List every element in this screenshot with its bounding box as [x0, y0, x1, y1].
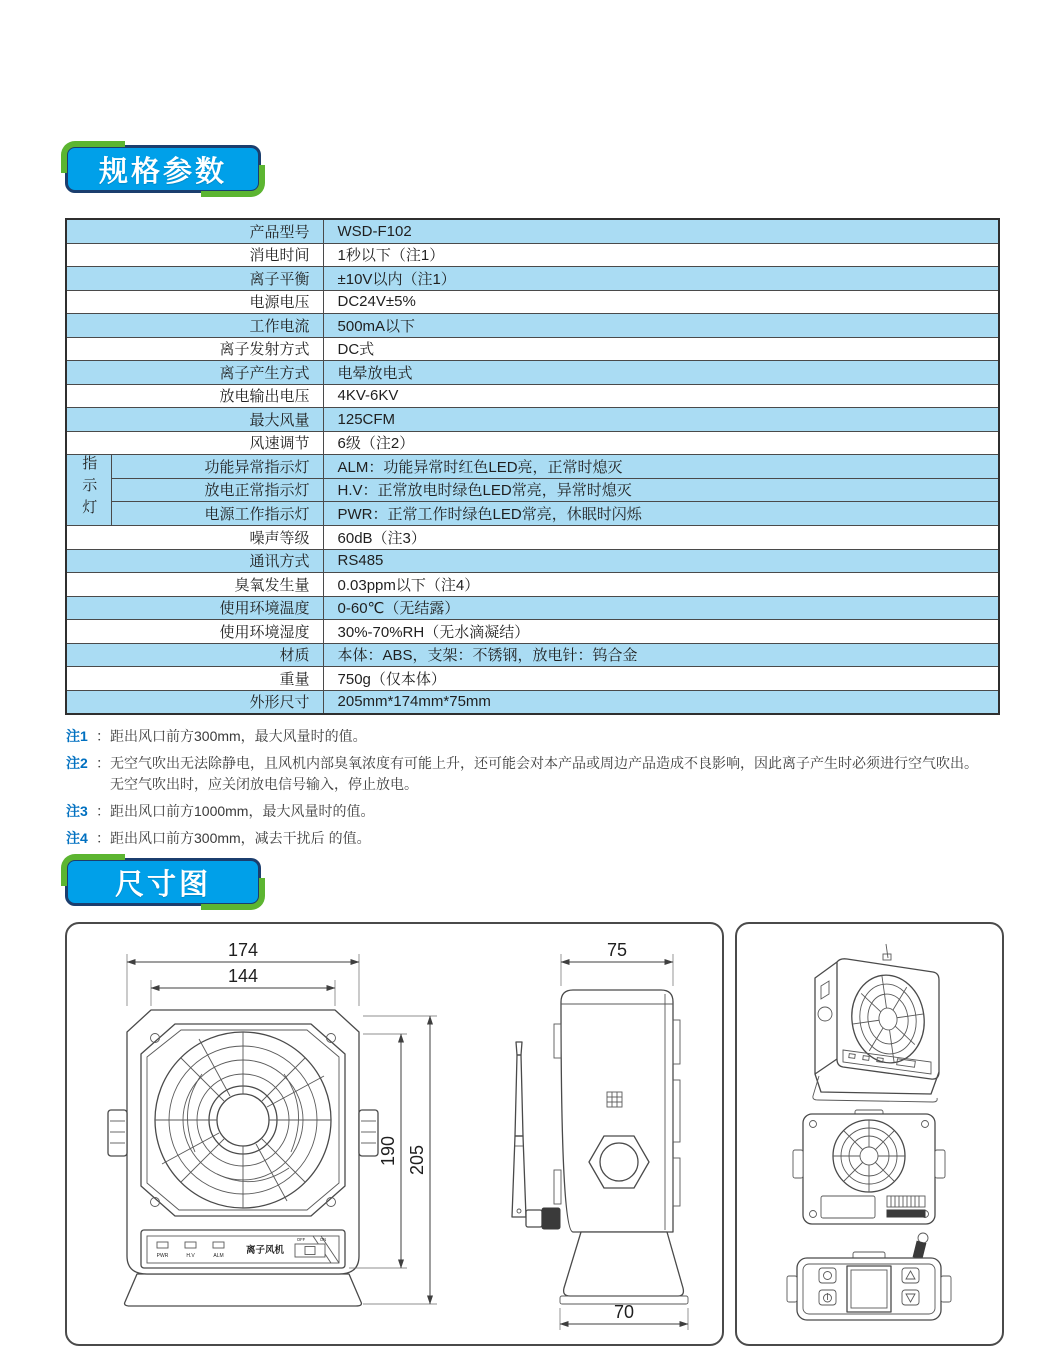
- spec-table-body: [66, 219, 999, 714]
- specs-section-badge: [65, 145, 261, 193]
- spec-value-cell: 750g（仅本体）: [323, 667, 999, 691]
- spec-value-cell: PWR：正常工作时绿色LED常亮，休眠时闪烁: [323, 502, 999, 526]
- table-row: [66, 620, 999, 644]
- spec-value-cell: 500mA以下: [323, 314, 999, 338]
- note-item: [66, 726, 1006, 746]
- spec-label-cell: 电源电压: [66, 290, 323, 314]
- spec-value-cell: 0.03ppm以下（注4）: [323, 573, 999, 597]
- table-row: [66, 573, 999, 597]
- dim-front-height-inner: 190: [378, 1135, 398, 1167]
- table-row: [66, 267, 999, 291]
- spec-value-cell: ALM：功能异常时红色LED亮，正常时熄灭: [323, 455, 999, 479]
- top-view-drawing: [787, 1233, 951, 1320]
- spec-label-cell: 通讯方式: [66, 549, 323, 573]
- dims-section-title: 尺寸图: [114, 868, 211, 901]
- power-switch: [295, 1244, 325, 1257]
- spec-value-cell: 205mm*174mm*75mm: [323, 690, 999, 714]
- dim-side-base: 70: [613, 1302, 635, 1322]
- spec-label-cell: 最大风量: [66, 408, 323, 432]
- dim-side-depth: 75: [606, 940, 628, 960]
- spec-value-cell: 4KV-6KV: [323, 384, 999, 408]
- spec-label-cell: 臭氧发生量: [66, 573, 323, 597]
- table-row: [66, 314, 999, 338]
- orthographic-views-drawing: [67, 924, 722, 1344]
- antenna: [512, 1042, 560, 1229]
- panel-switch-label-on: ON: [319, 1237, 327, 1242]
- table-row: [66, 290, 999, 314]
- spec-notes: [66, 726, 1006, 855]
- spec-label-cell: 离子发射方式: [66, 337, 323, 361]
- table-row: [66, 431, 999, 455]
- note-text: ：距出风口前方300mm，减去干扰后 的值。: [96, 830, 371, 847]
- table-row: [66, 408, 999, 432]
- spec-label-cell: 使用环境温度: [66, 596, 323, 620]
- table-row: [66, 690, 999, 714]
- table-row: [66, 502, 999, 526]
- isometric-view-drawing: [813, 944, 939, 1102]
- spec-label-cell: 噪声等级: [66, 526, 323, 550]
- spec-value-cell: DC式: [323, 337, 999, 361]
- table-row: [66, 596, 999, 620]
- note-item: [66, 801, 1006, 821]
- table-row: [66, 384, 999, 408]
- rear-view-drawing: [793, 1110, 945, 1224]
- spec-label-cell: 工作电流: [66, 314, 323, 338]
- panel-switch-label-off: OFF: [296, 1237, 306, 1242]
- note-tag: 注2: [66, 755, 88, 772]
- spec-label-cell: 离子产生方式: [66, 361, 323, 385]
- spec-value-cell: 60dB（注3）: [323, 526, 999, 550]
- spec-value-cell: 30%-70%RH（无水滴凝结）: [323, 620, 999, 644]
- table-row: [66, 667, 999, 691]
- table-row: [66, 549, 999, 573]
- note-text: ：距出风口前方1000mm，最大风量时的值。: [96, 802, 375, 819]
- spec-label-cell: 消电时间: [66, 243, 323, 267]
- note-text: 无空气吹出时，应关闭放电信号输入，停止放电。: [110, 775, 418, 792]
- spec-label-cell: 放电输出电压: [66, 384, 323, 408]
- note-tag: 注4: [66, 830, 88, 847]
- dim-front-height-outer: 205: [407, 1144, 427, 1176]
- table-row: [66, 478, 999, 502]
- spec-value-cell: H.V：正常放电时绿色LED常亮，异常时熄灭: [323, 478, 999, 502]
- table-row: [66, 243, 999, 267]
- note-tag: 注1: [66, 728, 88, 744]
- side-knob-right: [359, 1110, 378, 1156]
- dim-front-width-inner: 144: [227, 966, 259, 986]
- table-row: [66, 526, 999, 550]
- spec-value-cell: 0-60℃（无结露）: [323, 596, 999, 620]
- spec-label-cell: 风速调节: [66, 431, 323, 455]
- note-item: [66, 753, 1006, 794]
- spec-label-cell: 功能异常指示灯: [111, 455, 323, 479]
- panel-led-label-pwr: PWR: [156, 1253, 169, 1259]
- spec-label-cell: 放电正常指示灯: [111, 478, 323, 502]
- spec-label-cell: 使用环境湿度: [66, 620, 323, 644]
- spec-value-cell: DC24V±5%: [323, 290, 999, 314]
- dim-front-width-outer: 174: [227, 940, 259, 960]
- table-row: [66, 219, 999, 243]
- spec-value-cell: 本体：ABS，支架：不锈钢，放电针：钨合金: [323, 643, 999, 667]
- table-row: [66, 361, 999, 385]
- spec-value-cell: WSD-F102: [323, 219, 999, 243]
- side-view-drawing: [512, 940, 688, 1330]
- side-knob-left: [108, 1110, 127, 1156]
- spec-value-cell: RS485: [323, 549, 999, 573]
- spec-label-cell: 离子平衡: [66, 267, 323, 291]
- table-row: [66, 337, 999, 361]
- spec-label-cell: 重量: [66, 667, 323, 691]
- dims-section-badge: [65, 858, 261, 906]
- spec-label-cell: 产品型号: [66, 219, 323, 243]
- spec-table: [65, 218, 1000, 715]
- front-view-drawing: [108, 940, 437, 1306]
- specs-section-title: 规格参数: [98, 155, 227, 188]
- spec-label-cell: 材质: [66, 643, 323, 667]
- dimension-drawing-panel: [65, 922, 724, 1346]
- spec-group-cell: 指示灯: [66, 455, 111, 526]
- spec-value-cell: ±10V以内（注1）: [323, 267, 999, 291]
- product-renderings-drawing: [737, 924, 1002, 1344]
- spec-value-cell: 1秒以下（注1）: [323, 243, 999, 267]
- note-text: ：距出风口前方300mm，最大风量时的值。: [96, 728, 367, 744]
- spec-label-cell: 电源工作指示灯: [111, 502, 323, 526]
- spec-value-cell: 125CFM: [323, 408, 999, 432]
- note-tag: 注3: [66, 802, 88, 819]
- panel-product-name: 离子风机: [245, 1245, 285, 1256]
- table-row: [66, 643, 999, 667]
- table-row: [66, 455, 999, 479]
- spec-value-cell: 6级（注2）: [323, 431, 999, 455]
- panel-led-label-hv: H.V: [186, 1253, 195, 1259]
- spec-label-cell: 外形尺寸: [66, 690, 323, 714]
- spec-value-cell: 电晕放电式: [323, 361, 999, 385]
- note-item: [66, 828, 1006, 848]
- fan-grille: [155, 1032, 331, 1208]
- panel-product-name-label: ALM: [213, 1253, 224, 1259]
- product-renderings-panel: [735, 922, 1004, 1346]
- note-text: ：无空气吹出无法除静电，且风机内部臭氧浓度有可能上升，还可能会对本产品或周边产品造成不良影响，因此离子产生时必须进行空气吹出。: [96, 755, 978, 772]
